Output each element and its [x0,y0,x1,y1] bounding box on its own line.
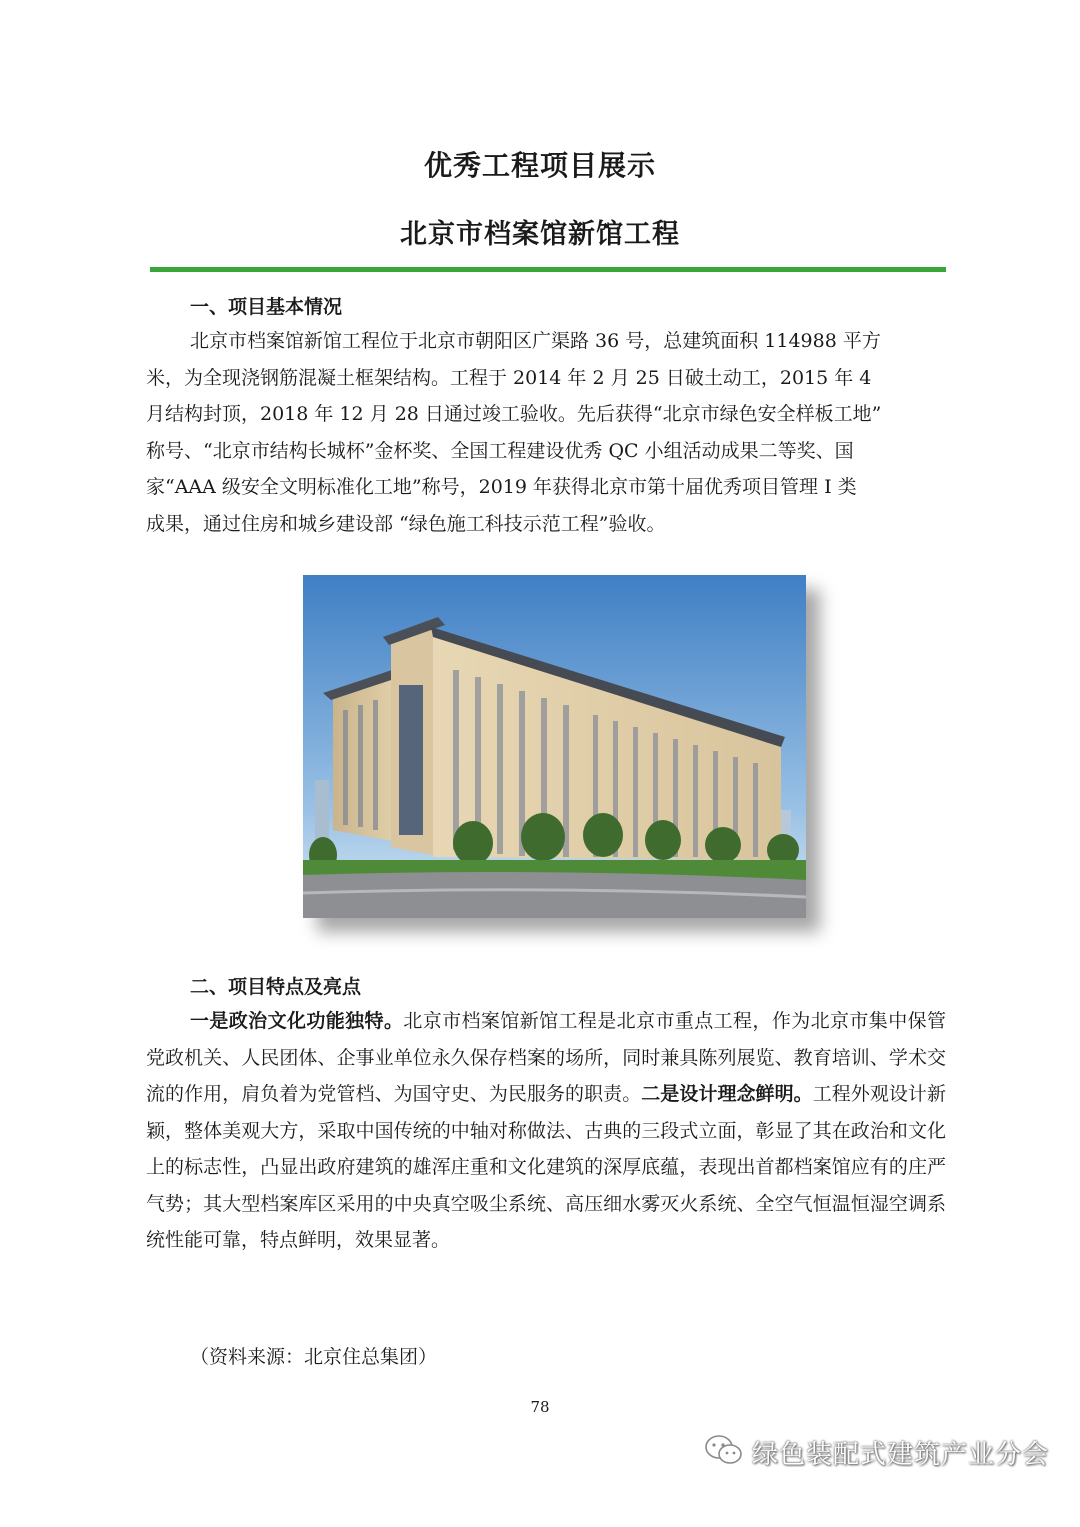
section2-paragraph [146,1003,946,1259]
highlight-lead-1: 一是政治文化功能独特。 [190,1010,404,1032]
highlight-text-1: 北京市档案馆新馆工程是北京市重点工程，作为北京市集中保管党政机关、人民团体、企事业单位永久保存档案的场所，同时兼具陈列展览、教育培训、学术交流的作用，肩负着为党管档、为国守史、为民服务的职责。 [146,1010,946,1105]
section1-line: 北京市档案馆新馆工程位于北京市朝阳区广渠路 36 号，总建筑面积 114988 平方 [190,330,881,352]
account-watermark [704,1434,1049,1470]
section1-line: 米，为全现浇钢筋混凝土框架结构。工程于 2014 年 2 月 25 日破土动工，2015 年 4 [146,366,872,389]
building-photo [303,575,806,918]
section2-heading: 二、项目特点及亮点 [190,976,362,998]
section1-line: 家“AAA 级安全文明标准化工地”称号，2019 年获得北京市第十届优秀项目管理 I 类 [146,476,857,498]
wechat-icon [704,1433,744,1471]
highlight-text-2: 工程外观设计新颖，整体美观大方，采取中国传统的中轴对称做法、古典的三段式立面，彰显了其在政治和文化上的标志性，凸显出政府建筑的雄浑庄重和文化建筑的深厚底蕴，表现出首都档案馆应有的庄严气势；其大型档案库区采用的中央真空吸尘系统、高压细水雾灭火系统、全空气恒温恒湿空调系统性能可靠，特点鲜明，效果显著。 [146,1083,946,1251]
page-title: 优秀工程项目展示 [423,149,656,182]
title-divider [150,267,946,272]
watermark-text: 绿色装配式建筑产业分会 [752,1439,1050,1470]
highlight-lead-2: 二是设计理念鲜明。 [641,1083,813,1105]
section1-line: 月结构封顶，2018 年 12 月 28 日通过竣工验收。先后获得“北京市绿色安全样板工地” [146,403,882,425]
section1-line: 成果，通过住房和城乡建设部 “绿色施工科技示范工程”验收。 [146,512,666,535]
page-number: 78 [530,1398,550,1416]
source-note: （资料来源：北京住总集团） [190,1346,438,1368]
project-title: 北京市档案馆新馆工程 [400,219,680,250]
section1-heading: 一、项目基本情况 [190,296,343,318]
section1-line: 称号、“北京市结构长城杯”金杯奖、全国工程建设优秀 QC 小组活动成果二等奖、国 [146,439,854,462]
